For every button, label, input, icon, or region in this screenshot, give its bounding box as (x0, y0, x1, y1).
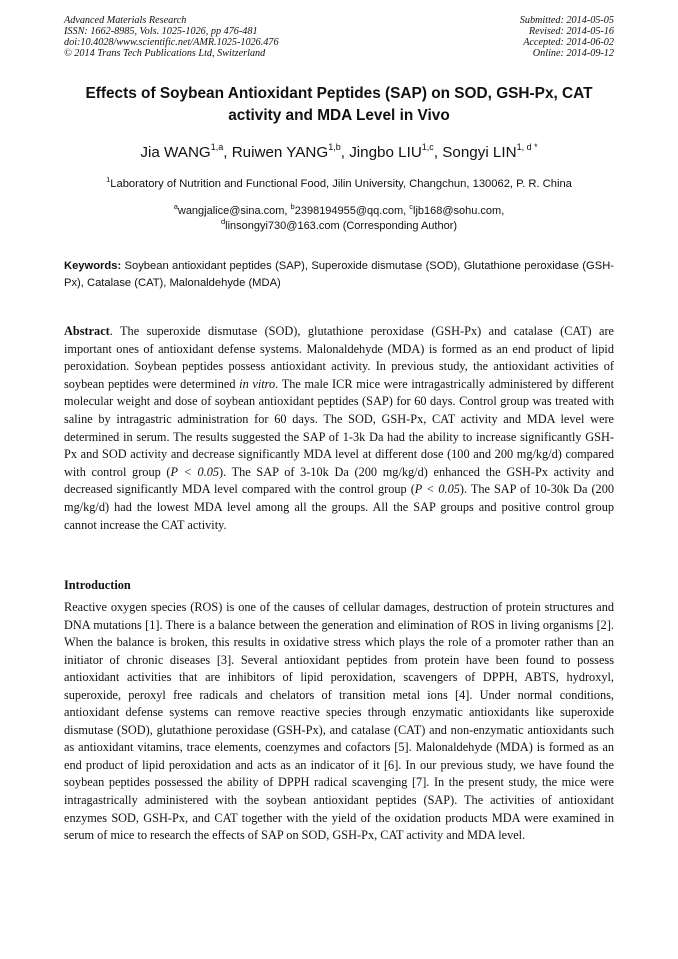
journal-name: Advanced Materials Research (64, 15, 187, 26)
online-date: Online: 2014-09-12 (532, 48, 614, 60)
author-name: Ruiwen YANG (231, 144, 329, 161)
author-emails (40, 204, 638, 234)
author-separator: , (223, 144, 232, 161)
email-link[interactable]: wangjalice@sina.com, (177, 205, 291, 217)
affiliation-mark: 1 (106, 175, 111, 184)
doi-link[interactable]: doi:10.4028/www.scientific.net/AMR.1025-1026.476 (64, 37, 279, 49)
abstract-p-value: P < 0.05 (414, 482, 460, 497)
email-line-1 (40, 204, 638, 219)
abstract-section (64, 323, 614, 534)
journal-issn: ISSN: 1662-8985, Vols. 1025-1026, pp 476-481 (64, 26, 258, 38)
accepted-date: Accepted: 2014-06-02 (523, 37, 614, 49)
title-line-1: Effects of Soybean Antioxidant Peptides (SAP) on SOD, GSH-Px, CAT (85, 85, 593, 102)
keywords-text: Soybean antioxidant peptides (SAP), Superoxide dismutase (SOD), Glutathione peroxidase (GSH-Px), Catalase (CAT), Malonaldehyde (MDA) (64, 260, 614, 289)
introduction-text: Reactive oxygen species (ROS) is one of the causes of cellular damages, destruction of protein structures and DNA mutations [1]. There is a balance between the generation and elimination of ROS in living organisms [2]. When the balance is broken, this results in oxidative stress which plays the role of a promoter rather than an initiator of chronic diseases [3]. Several antioxidant peptides from protein have been found to possess antioxidant activities that are inhibitors of lipid peroxidation, scavengers of DPPH, ABTS, hydroxyl, superoxide, peroxyl free radicals and chelators of transition metal ions [4]. Under normal conditions, antioxidant defense systems can remove reactive species through enzymatic antioxidants like superoxide dismutase (SOD), glutathione peroxidase (GSH-Px), and catalase (CAT) and non-enzymatic antioxidants such as antioxidant vitamins, trace elements, coenzymes and cofactors [5]. Malonaldehyde (MDA) is formed as an end product of lipid peroxidation and acts as an indicator of it [6]. In our previous study, we have found the soybean peptides possessed the ability of DPPH radical scavenging [7]. In the present study, the mice were intragastrically administered with the soybean antioxidant peptides (SAP). The activities of antioxidant enzymes SOD, GSH-Px, and CAT together with the yield of the oxidation products MDA were examined in serum of mice to research the effects of SAP on SOD, GSH-Px, CAT activity and MDA level. (64, 600, 614, 843)
author-name: Jingbo LIU (349, 144, 422, 161)
abstract-text: ). The SAP of 3-10k Da (200 mg/kg/d) enhanced the GSH-Px activity and decreased significantly MDA level compared with the control group ( (64, 464, 614, 497)
abstract-label: Abstract (64, 324, 110, 338)
title-line-2: activity and MDA Level in Vivo (228, 107, 450, 124)
journal-info (64, 15, 279, 59)
copyright: © 2014 Trans Tech Publications Ltd, Switzerland (64, 48, 266, 60)
author-affiliation-mark: 1,a (210, 142, 224, 152)
author-affiliation-mark: 1,c (421, 142, 434, 152)
email-mark: b (290, 202, 295, 211)
abstract-text: . The male ICR mice were intragastrically administered by different molecular weight and dose of soybean antioxidant peptides (SAP) for 60 days. Control group was treated with saline by intragastric administration for 60 days. The SOD, GSH-Px, CAT activity and MDA level were determined in serum. The results suggested the SAP of 1-3k Da had the ability to increase significantly GSH-Px and SOD activity and decrease significantly MDA level at different dose (100 and 200 mg/kg/d) compared with control group ( (64, 376, 614, 479)
paper-title (60, 83, 618, 127)
keywords-label: Keywords: (64, 260, 122, 272)
submitted-date: Submitted: 2014-05-05 (519, 15, 614, 26)
email-mark: c (409, 202, 413, 211)
affiliation-text: Laboratory of Nutrition and Functional Food, Jilin University, Changchun, 130062, P. R. China (110, 178, 572, 190)
introduction-heading: Introduction (64, 578, 131, 592)
email-link[interactable]: ljb168@sohu.com, (413, 205, 505, 217)
email-mark: a (173, 202, 178, 211)
author-separator: , (433, 144, 443, 161)
author-separator: , (340, 144, 350, 161)
affiliation (40, 177, 638, 192)
email-link-corresponding[interactable]: linsongyi730@163.com (Corresponding Author) (225, 220, 458, 232)
author-affiliation-mark: 1, d * (516, 142, 538, 152)
revised-date: Revised: 2014-05-16 (528, 26, 614, 38)
submission-dates (520, 15, 614, 59)
email-line-2 (40, 219, 638, 234)
email-mark: d (220, 217, 226, 226)
abstract-text: . The superoxide dismutase (SOD), glutathione peroxidase (GSH-Px) and catalase (CAT) are important ones of antioxidant defense systems. Malonaldehyde (MDA) is formed as an end product of lipid peroxidation. Soybean peptides possess antioxidant activity. In previous study, the antioxidant activities of soybean peptides were determined (64, 324, 614, 391)
abstract-p-value: P < 0.05 (170, 464, 219, 479)
author-list (40, 143, 638, 163)
email-link[interactable]: 2398194955@qq.com, (294, 205, 410, 217)
abstract-text: ). The SAP of 10-30k Da (200 mg/kg/d) had the lowest MDA level among all the groups. All the SAP groups and positive control group cannot increase the CAT activity. (64, 482, 615, 532)
keywords-section (64, 258, 614, 291)
abstract-italic-term: in vitro (239, 376, 276, 391)
author-name: Songyi LIN (442, 144, 517, 161)
author-affiliation-mark: 1,b (328, 142, 341, 152)
author-name: Jia WANG (140, 144, 211, 161)
